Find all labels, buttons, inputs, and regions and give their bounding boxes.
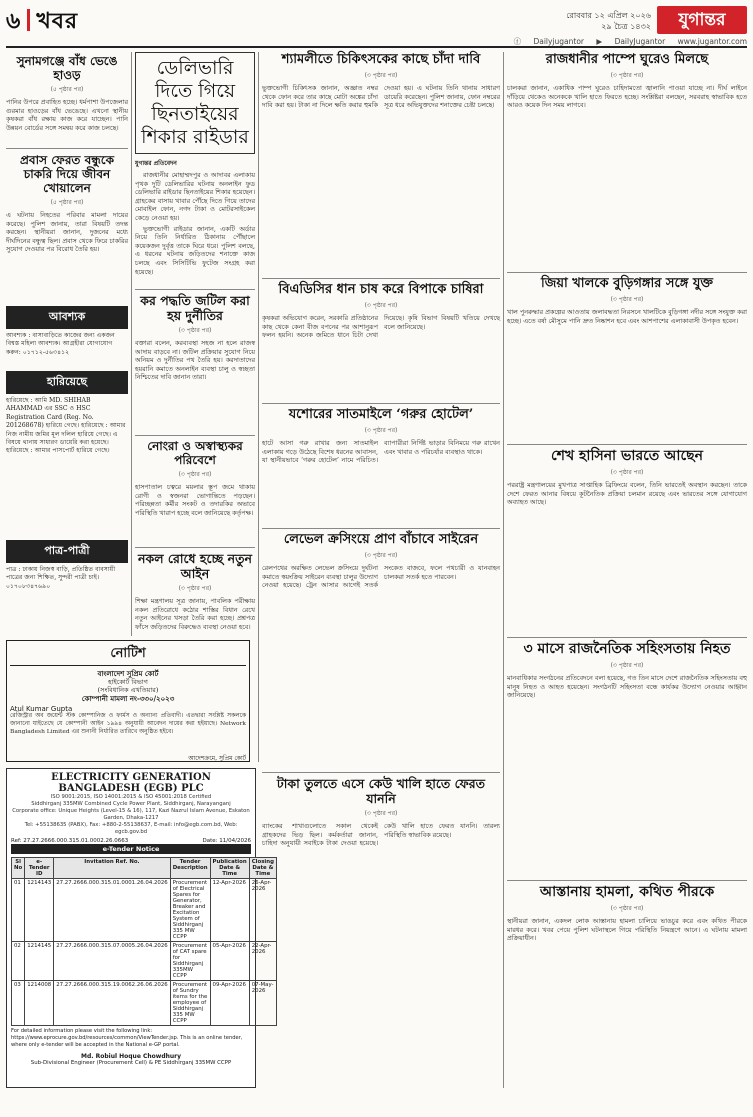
main-story-headline: ডেলিভারি দিতে গিয়ে ছিনতাইয়ের শিকার রাইডার [135,52,255,154]
table-cell: 02 [12,942,25,981]
tender-signatory: Md. Robiul Hoque Chowdhury [80,1053,182,1060]
tax-headline: কর পদ্ধতি জটিল করা হয় দুর্নীতির [135,289,255,323]
table-cell: 1214145 [25,942,54,981]
violence-kicker: (৩ পৃষ্ঠার পর) [610,662,644,669]
table-cell: 27.27.2666.000.315.19.0062.26.06.2026 [54,981,170,1026]
center-left-column [135,52,255,638]
masthead [6,4,747,48]
shrine-attack-kicker: (৩ পৃষ্ঠার পর) [610,905,644,912]
website-link[interactable]: www.jugantor.com [677,37,747,46]
social-handle-1[interactable]: Dailyjugantor [533,37,584,46]
shrine-attack-body: স্থানীয়রা জানান, একদল লোক আস্তানায় হামলা চালিয়ে ভাঙচুর করে এবং কথিত পীরকে মারধর করে। খবর পেয়ে পুলিশ ঘটনাস্থলে গিয়ে পরিস্থিতি নিয়ন্ত্রণে আনে। এ ঘটনায় মামলা প্রক্রিয়াধীন। [507,917,747,943]
story-friend-headline: প্রবাস ফেরত বন্ধুকে চাকরি দিয়ে জীবন খোয়ালেন [6,148,128,195]
table-cell: 01 [12,879,25,942]
story-dam-body: পানির উপরে প্রবাহিত হচ্ছে। ধর্মপাশা উপজেলার গুরমার হাওড়ের বাঁধ ভেঙেছে। এখনো স্থানীয় কৃষকরা বাঁধ রক্ষায় কাজ করে যাচ্ছেন। পানি উন্নয়ন বোর্ডের সঙ্গে সমন্বয় করে কাজ চলছে। [6,98,129,132]
badc-headline: বিএডিসির ধান চাষ করে বিপাকে চাষিরা [262,278,500,298]
tender-address: Siddhirganj 335MW Combined Cycle Power Plant, Siddhirganj, Narayanganj [31,801,231,807]
level-crossing-headline: লেভেল ক্রসিংয়ে প্রাণ বাঁচাবে সাইরেন [262,528,500,548]
table-cell: 09-Apr-2026 [210,981,249,1026]
main-story-text [135,171,255,283]
violence-body: মানবাধিকার সংগঠনের প্রতিবেদনে বলা হয়েছে, গত তিন মাসে দেশে রাজনৈতিক সহিংসতায় বহু মানুষ নিহত ও আহত হয়েছেন। সংগঠনটি সহিংসতা বন্ধে কার্যকর উদ্যোগ নেওয়ার আহ্বান জানিয়েছে। [507,674,747,700]
doctor-headline: শ্যামলীতে চিকিৎসকের কাছে চাঁদা দাবি [281,52,481,67]
story-dam-headline: সুনামগঞ্জে বাঁধ ভেঙে হাওড় [16,54,118,82]
tender-company: ELECTRICITY GENERATION BANGLADESH (EGB) PLC [51,772,211,794]
tender-signatory-title: Sub-Divisional Engineer (Procurement Cell) & PE Siddhirganj 335MW CCPP [30,1060,232,1066]
youtube-icon: ▶ [596,37,603,46]
waste-body: হাসপাতাল চত্বরে ময়লার স্তূপ জমে থাকায় রোগী ও স্বজনরা ভোগান্তিতে পড়ছেন। পরিচ্ছন্নতা কর্মীর সংকট ও তদারকির অভাবে পরিস্থিতি খারাপ হচ্ছে বলে জানিয়েছে কর্তৃপক্ষ। [135,483,255,517]
table-cell: 26-Apr-2026 [249,879,276,942]
col-divider-3 [503,52,504,1088]
bank-headline: টাকা তুলতে এসে কেউ খালি হাতে ফেরত যাননি [262,772,500,806]
hasina-kicker: (৩ পৃষ্ঠার পর) [610,469,644,476]
notice-division: হাইকোর্ট বিভাগ [108,678,148,686]
table-cell: 03 [12,981,25,1026]
tender-notice [6,768,274,1088]
classified-lost: হারিয়েছে : আমি MD. SHIHAB AHAMMAD এর SSC ও HSC Registration Card (Reg. No. 201268678) হারিয়ে গেছে। হারিয়েছে : আমার নিজ নামীয় জমির মূল দলিল হারিয়ে গেছে। এ বিষয়ে থানায় সাধারণ ডায়েরি করা হয়েছে। হারিয়েছে : আমার পাসপোর্ট হারিয়ে গেছে। [6,397,126,455]
left-column [6,52,128,636]
page-number-section [6,4,78,41]
tender-footnote: For detailed information please visit the following link: https://www.eprocure.gov.bd/resources/common/ViewTender.jsp. This is an online tender, where only e-tender will be accepted in the National e-GP portal. [11,1028,243,1048]
doctor-body: ভুক্তভোগী চিকিৎসক জানান, অজ্ঞাত নম্বর থেকে ফোন করে তার কাছে মোটা অঙ্কের চাঁদা দাবি করা হয়। টাকা না দিলে ক্ষতি করার হুমকি দেওয়া হয়। এ ঘটনায় তিনি থানায় সাধারণ ডায়েরি করেছেন। পুলিশ জানায়, ফোন নম্বরের সূত্র ধরে অভিযুক্তদের শনাক্তের চেষ্টা চলছে। [262,84,500,110]
bank-kicker: (৩ পৃষ্ঠার পর) [364,810,398,817]
notice-title: নোটিশ [10,644,246,666]
tender-header-row [12,858,277,879]
fuel-headline: রাজধানীর পাম্পে ঘুরেও মিলছে [545,52,709,67]
badc-kicker: (৩ পৃষ্ঠার পর) [364,302,398,309]
tender-corporate: Corporate office: Unique Heights (Level-15 & 16), 117, Kazi Nazrul Islam Avenue, Eskaton Garden, Dhaka-1217 [12,808,250,821]
tax-body: বক্তারা বলেন, করব্যবস্থা সহজ না হলে রাজস্ব আদায় বাড়বে না। জটিল প্রক্রিয়ার সুযোগ নিয়ে অনিয়ম ও দুর্নীতির পথ তৈরি হয়। করদাতাদের হয়রানি কমাতে অনলাইন ব্যবস্থা চালু ও স্বচ্ছতা নিশ্চিতের দাবি জানান তারা। [135,339,255,382]
main-story-para-2: ভুক্তভোগী রাইডার জানান, একটি অর্ডার নিয়ে তিনি নির্ধারিত ঠিকানায় পৌঁছালে কয়েকজন দুর্বৃত্ত তাকে ঘিরে ধরে। পুলিশ বলছে, এ ধরনের ঘটনায় জড়িতদের শনাক্তে কাজ চলছে এবং সিসিটিভি ফুটেজ সংগ্রহ করা হয়েছে। [135,224,255,276]
law-body: শিক্ষা মন্ত্রণালয় সূত্র জানায়, পাবলিক পরীক্ষায় নকল প্রতিরোধে কঠোর শাস্তির বিধান রেখে নতুন আইনের খসড়া তৈরি করা হচ্ছে। প্রশ্নপত্র ফাঁসে জড়িতদের বিরুদ্ধেও ব্যবস্থা নেওয়া হবে। [135,597,255,631]
violence-headline: ৩ মাসে রাজনৈতিক সহিংসতায় নিহত [507,637,747,658]
story-friend-body: এ ঘটনায় নিহতের পরিবার মামলা দায়ের করেছে। পুলিশ জানায়, তারা বিষয়টি তদন্ত করছেন। স্থানীয়রা জানান, দুজনের মধ্যে দীর্ঘদিনের বন্ধুত্ব ছিল। প্রবাস থেকে ফিরে চাকরির সুযোগ দেওয়ার পর বিরোধ তৈরি হয়। [6,211,128,254]
table-row [12,942,277,981]
zia-canal-body: খাল পুনরুদ্ধার প্রকল্পের আওতায় জলাবদ্ধতা নিরসনে খালটিকে বুড়িগঙ্গা নদীর সঙ্গে সংযুক্ত করা হচ্ছে। এতে বর্ষা মৌসুমে পানি দ্রুত নিষ্কাশন হবে এবং আশপাশের এলাকাবাসী উপকৃত হবেন। [507,308,747,325]
table-row [12,879,277,942]
social-handle-2[interactable]: DailyJugantor [614,37,666,46]
table-cell: 1214143 [25,879,54,942]
facebook-icon: ⓕ [513,37,522,46]
tender-col: Invitation Ref. No. [54,858,170,879]
hasina-headline: শেখ হাসিনা ভারতে আছেন [507,444,747,465]
main-story-para-1: রাজধানীর মোহাম্মদপুর ও আদাবর এলাকায় পৃথক দুটি ডেলিভারির ঘটনায় অনলাইন ফুড ডেলিভারি রাইডার ছিনতাইয়ের শিকার হয়েছেন। গ্রাহকের বাসায় খাবার পৌঁছে দিতে গিয়ে তাদের মোবাইল ফোন, নগদ টাকা ও মোটরসাইকেল কেড়ে নেওয়া হয়। [135,171,255,222]
table-cell: Procurement of Electrical Spares for Generator, Breaker and Excitation System of Siddhirganj 335 MW CCPP [170,879,210,942]
date-gregorian: রোববার ১২ এপ্রিল ২০২৬ [566,11,651,20]
right-column [507,52,747,1088]
table-cell: 12-Apr-2026 [210,879,249,942]
cow-hotel-kicker: (৩ পৃষ্ঠার পর) [364,427,398,434]
classified-matrimonial: পাত্র : ঢাকায় নিজস্ব বাড়ি, প্রতিষ্ঠিত ব্যবসায়ী পাত্রের জন্য শিক্ষিত, সুন্দরী পাত্রী চাই। ০১৭০৮৩৪৭৬৯০ [6,566,116,590]
cow-hotel-body: হাটে আসা গরু রাখার জন্য সাতমাইল এলাকায় গড়ে উঠেছে বিশেষ ধরনের আবাসন, যা স্থানীয়ভাবে ‘গরুর হোটেল’ নামে পরিচিত। ব্যাপারীরা নির্দিষ্ট ভাড়ার বিনিময়ে গরু রাখেন এবং খাবার ও পরিচর্যার ব্যবস্থাও থাকে। [262,439,500,465]
classified-heading-wanted: আবশ্যক [6,306,128,329]
hasina-body: পররাষ্ট্র মন্ত্রণালয়ের মুখপাত্র সাপ্তাহিক ব্রিফিংয়ে বলেন, তিনি ভারতেই অবস্থান করছেন। তাকে দেশে ফেরত আনার বিষয়ে কূটনৈতিক প্রক্রিয়া চলমান রয়েছে এবং ভারতের সঙ্গে যোগাযোগ অব্যাহত আছে। [507,481,747,507]
level-crossing-body: রেলপথের অরক্ষিত লেভেল ক্রসিংয়ে দুর্ঘটনা কমাতে স্বয়ংক্রিয় সাইরেন ব্যবস্থা চালুর উদ্যোগ নেওয়া হয়েছে। ট্রেন আসার আগেই সতর্ক সংকেত বাজবে, ফলে পথচারী ও যানবাহন চালকরা সতর্ক হতে পারবেন। [262,564,500,590]
tender-table [11,857,277,1026]
center-column [262,52,500,772]
notice-signature: আদেশক্রমে, সুপ্রিম কোর্ট [188,755,246,762]
bank-body: ব্যাংকের শাখাগুলোতে সকাল থেকেই গ্রাহকদের ভিড় ছিল। কর্মকর্তারা জানান, চাহিদা অনুযায়ী সবাইকে টাকা দেওয়া হয়েছে। কেউ খালি হাতে ফেরত যাননি। তারল্য পরিস্থিতি স্বাভাবিক রয়েছে। [262,822,500,848]
table-cell: 07-May-2026 [249,981,276,1026]
table-cell: 05-Apr-2026 [210,942,249,981]
tender-date: Date: 11/04/2026 [202,838,251,844]
cow-hotel-headline: যশোরের সাতমাইলে ‘গরুর হোটেল’ [262,403,500,423]
law-kicker: (৩ পৃষ্ঠার পর) [178,585,212,592]
table-cell: 27.27.2666.000.315.07.0005.26.04.2026 [54,942,170,981]
col-divider-2 [258,52,259,762]
date-bangla: ২৯ চৈত্র ১৪৩২ [601,22,651,31]
story-dam-kicker: (৫ পৃষ্ঠার পর) [50,86,84,93]
tender-contact: Tel: +55138635 (PABX), Fax: +880-2-55138637, E-mail: info@egb.com.bd, Web: egcb.gov.bd [24,822,238,835]
col-divider-1 [131,52,132,636]
classified-heading-lost: হারিয়েছে [6,371,128,394]
notice-jurisdiction: (সংবিধানিক এখতিয়ার) [97,686,159,694]
date-line [566,10,651,32]
table-cell: Procurement of Sundry items for the employee of Siddhirganj 335 MW CCPP [170,981,210,1026]
tender-col: Tender Description [170,858,210,879]
page-divider [27,9,30,31]
bank-story [262,772,500,1088]
page-number: ৬ [6,9,22,34]
level-crossing-kicker: (৩ পৃষ্ঠার পর) [364,552,398,559]
newspaper-logo: যুগান্তর [657,6,747,34]
notice-court: বাংলাদেশ সুপ্রিম কোর্ট [97,669,159,678]
zia-canal-headline: জিয়া খালকে বুড়িগঙ্গার সঙ্গে যুক্ত [507,272,747,292]
shrine-attack-headline: আস্তানায় হামলা, কথিত পীরকে [507,880,747,901]
tender-col: Publication Date & Time [210,858,249,879]
table-cell: 22-Apr-2026 [249,942,276,981]
waste-kicker: (৩ পৃষ্ঠার পর) [178,471,212,478]
tender-ref: Ref: 27.27.2666.000.315.01.0002.26.0663 [11,838,129,844]
zia-canal-kicker: (৩ পৃষ্ঠার পর) [610,296,644,303]
waste-headline: নোংরা ও অস্বাস্থ্যকর পরিবেশে [135,435,255,467]
tender-col: Sl No [12,858,25,879]
table-cell: Procurement of CAT spare for Siddhirganj 335MW CCPP [170,942,210,981]
fuel-body: চালকরা জানান, একাধিক পাম্প ঘুরেও চাহিদামতো জ্বালানি পাওয়া যাচ্ছে না। দীর্ঘ লাইনে দাঁড়িয়ে থেকেও অনেককে খালি হাতে ফিরতে হচ্ছে। সংশ্লিষ্টরা বলছেন, সরবরাহ স্বাভাবিক হতে আরও কয়েক দিন সময় লাগবে। [507,84,747,110]
notice-petitioner: Atul Kumar Gupta [10,705,73,713]
notice-body: রেজিস্ট্রার অব জয়েন্ট স্টক কোম্পানিজ ও ফার্মস ও অন্যান্য প্রতিবাদী। এতদ্বারা সংশ্লিষ্ট সকলকে জানানো যাইতেছে যে কোম্পানী আইন ১৯৯৪ অনুযায়ী আবেদন দায়ের করা হইয়াছে। Network Bangladesh Limited এর শুনানী নির্ধারিত তারিখে অনুষ্ঠিত হইবে। [10,713,246,735]
tender-col: e-Tender ID [25,858,54,879]
law-headline: নকল রোধে হচ্ছে নতুন আইন [135,547,255,581]
classified-heading-matrimonial: পাত্র-পাত্রী [6,540,128,563]
table-cell: 27.27.2666.000.315.01.0001.26.04.2026 [54,879,170,942]
classified-wanted: আবশ্যক : বাসাবাড়িতে কাজের জন্য একজন বিশ্বস্ত মহিলা আবশ্যক। আগ্রহীরা যোগাযোগ করুন: ০১৭১২-৫৬৩৪১২ [6,332,115,356]
table-row [12,981,277,1026]
section-name: খবর [36,9,79,34]
tender-iso: ISO 9001:2015, ISO 14001:2015 & ISO 45001:2018 Certified [50,794,212,800]
tax-kicker: (৩ পৃষ্ঠার পর) [178,327,212,334]
fuel-kicker: (৩ পৃষ্ঠার পর) [610,72,644,79]
tender-bar: e-Tender Notice [11,844,251,854]
doctor-kicker: (৩ পৃষ্ঠার পর) [364,72,398,79]
main-story-byline: যুগান্তর প্রতিবেদন [135,160,177,167]
table-cell: 1214008 [25,981,54,1026]
tender-col: Closing Date & Time [249,858,276,879]
story-friend-kicker: (৫ পৃষ্ঠার পর) [50,199,84,206]
badc-body: কৃষকরা অভিযোগ করেন, সরকারি প্রতিষ্ঠানের কাছ থেকে কেনা বীজ বপনের পর আশানুরূপ ফলন হয়নি। অনেক জমিতে ধানে চিটা দেখা দিয়েছে। কৃষি বিভাগ বিষয়টি খতিয়ে দেখছে বলে জানিয়েছে। [262,314,500,340]
notice-case-no: কোম্পানী মামলা নং-৩৩০/২০২৩ [81,694,175,703]
masthead-rule [6,46,747,48]
